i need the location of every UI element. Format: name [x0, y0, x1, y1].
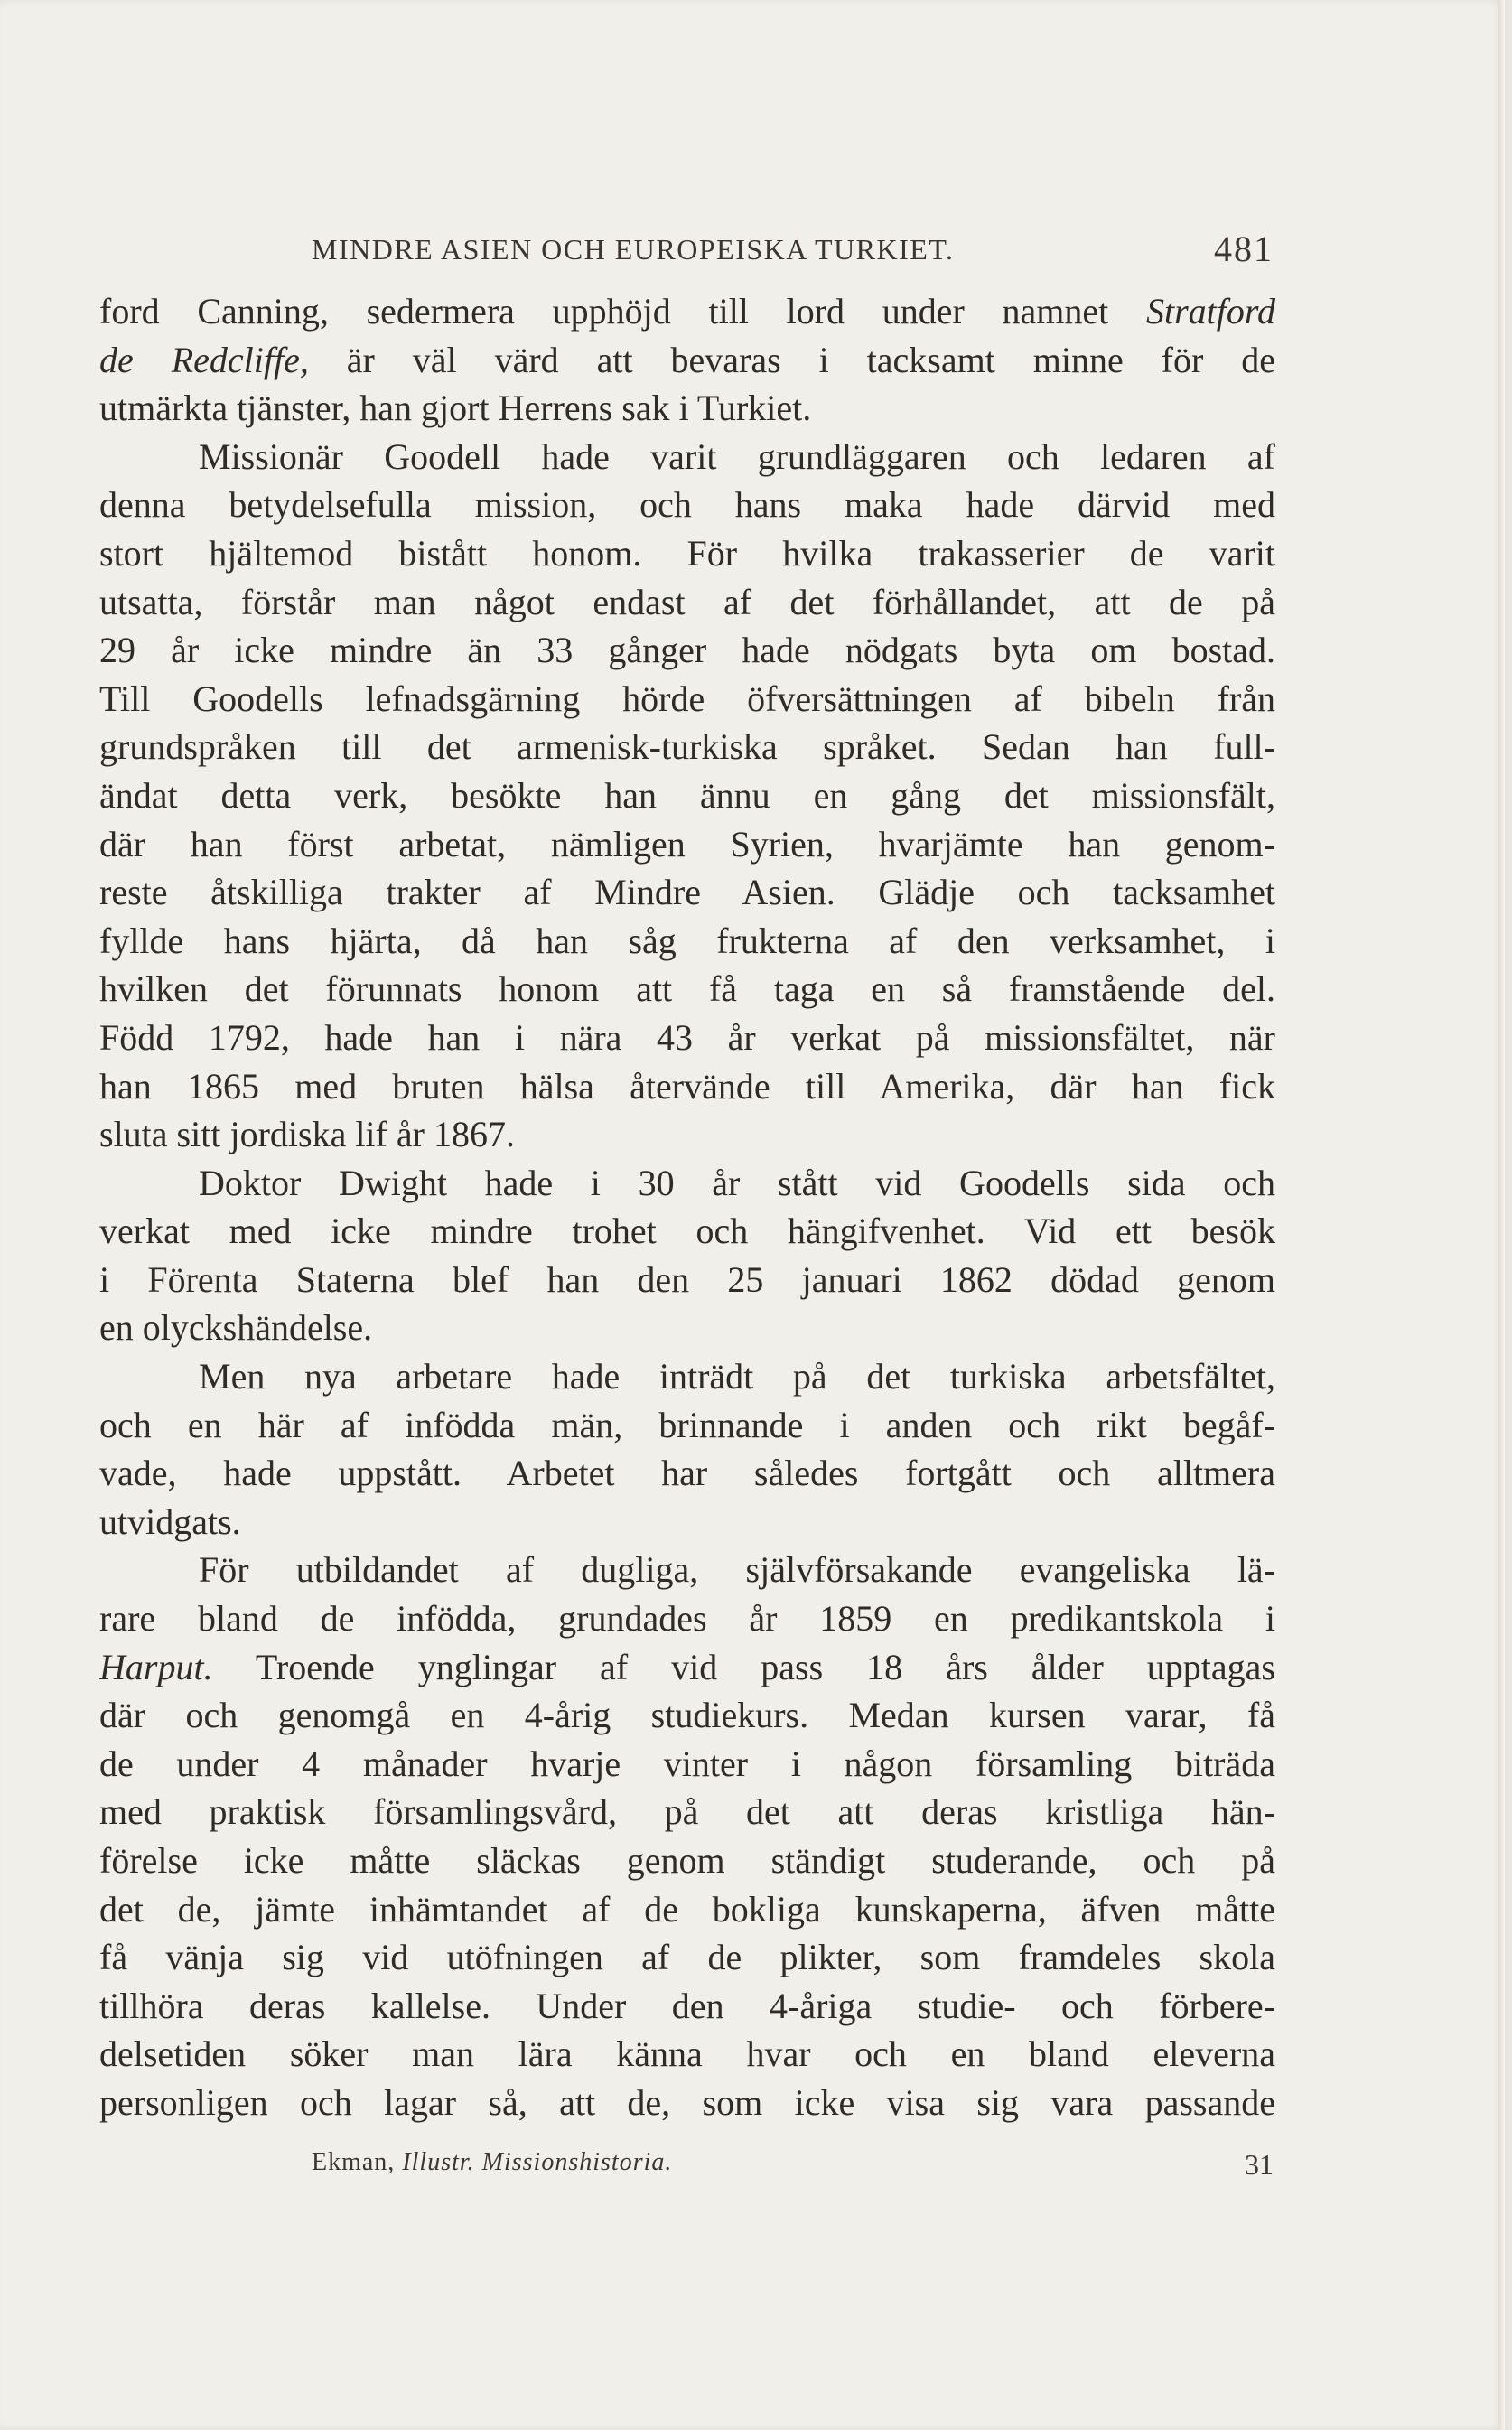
- body-text: [99, 287, 1275, 2127]
- citation-title: Illustr. Missionshistoria.: [402, 2148, 673, 2176]
- text-line: Missionär Goodell hade varit grundläggaren och ledaren af: [199, 435, 1275, 477]
- text-line: ford Canning, sedermera upphöjd till lord under namnet Stratford: [99, 291, 1275, 332]
- running-header: [312, 228, 1274, 273]
- text-line: 29 år icke mindre än 33 gånger hade nödgats byta om bostad.: [99, 630, 1275, 671]
- text-line: Till Goodells lefnadsgärning hörde öfversättningen af bibeln från: [99, 678, 1275, 719]
- footer-citation: [312, 2148, 672, 2177]
- text-line: han 1865 med bruten hälsa återvände till Amerika, där han fick: [99, 1065, 1275, 1107]
- page-number: 481: [1214, 229, 1274, 269]
- text-line: förelse icke måtte släckas genom ständigt studerande, och på: [99, 1840, 1275, 1881]
- text-line: en olyckshändelse.: [99, 1307, 373, 1349]
- text-line: i Förenta Staterna blef han den 25 januari 1862 dödad genom: [99, 1258, 1275, 1300]
- text-line: denna betydelsefulla mission, och hans maka hade därvid med: [99, 484, 1275, 526]
- text-line: delsetiden söker man lära känna hvar och en bland eleverna: [99, 2033, 1275, 2075]
- text-line: personligen och lagar så, att de, som icke visa sig vara passande: [99, 2081, 1275, 2123]
- text-line: stort hjältemod bistått honom. För hvilka trakasserier de varit: [99, 532, 1275, 574]
- text-line: de Redcliffe, är väl värd att bevaras i tacksamt minne för de: [99, 339, 1275, 380]
- text-line: det de, jämte inhämtandet af de bokliga kunskaperna, äfven måtte: [99, 1888, 1275, 1930]
- text-line: grundspråken till det armenisk-turkiska språket. Sedan han full-: [99, 726, 1275, 768]
- text-line: få vänja sig vid utöfningen af de plikter, som framdeles skola: [99, 1937, 1275, 1978]
- text-line: med praktisk församlingsvård, på det att deras kristliga hän-: [99, 1791, 1275, 1833]
- text-line: de under 4 månader hvarje vinter i någon församling biträda: [99, 1743, 1275, 1784]
- citation-author: Ekman,: [312, 2148, 396, 2176]
- text-line: fyllde hans hjärta, då han såg frukterna af den verksamhet, i: [99, 920, 1275, 961]
- text-line: vade, hade uppstått. Arbetet har således fortgått och alltmera: [99, 1453, 1275, 1494]
- running-title: MINDRE ASIEN OCH EUROPEISKA TURKIET.: [312, 233, 955, 266]
- text-line: och en här af infödda män, brinnande i anden och rikt begåf-: [99, 1404, 1275, 1445]
- text-line: utmärkta tjänster, han gjort Herrens sak i Turkiet.: [99, 388, 812, 429]
- text-line: sluta sitt jordiska lif år 1867.: [99, 1114, 515, 1155]
- text-line: hvilken det förunnats honom att få taga en så framstående del.: [99, 968, 1275, 1010]
- text-line: rare bland de infödda, grundades år 1859 en predikantskola i: [99, 1598, 1275, 1640]
- text-line: Född 1792, hade han i nära 43 år verkat på missionsfältet, när: [99, 1016, 1275, 1058]
- signature-mark: 31: [1245, 2148, 1274, 2181]
- text-line: ändat detta verk, besökte han ännu en gång det missionsfält,: [99, 774, 1275, 816]
- page-edge: [1498, 0, 1505, 2430]
- text-line: Doktor Dwight hade i 30 år stått vid Goodells sida och: [199, 1162, 1275, 1203]
- text-line: För utbildandet af dugliga, självförsakande evangeliska lä-: [199, 1549, 1275, 1591]
- text-line: tillhöra deras kallelse. Under den 4-åriga studie- och förbere-: [99, 1985, 1275, 2026]
- text-line: reste åtskilliga trakter af Mindre Asien. Glädje och tacksamhet: [99, 872, 1275, 913]
- text-line: Men nya arbetare hade inträdt på det turkiska arbetsfältet,: [199, 1356, 1275, 1397]
- text-line: Harput. Troende ynglingar af vid pass 18 års ålder upptagas: [99, 1646, 1275, 1687]
- page-footer: [312, 2148, 1274, 2184]
- text-line: där han först arbetat, nämligen Syrien, hvarjämte han genom-: [99, 823, 1275, 865]
- text-line: där och genomgå en 4-årig studiekurs. Medan kursen varar, få: [99, 1695, 1275, 1736]
- text-line: utsatta, förstår man något endast af det förhållandet, att de på: [99, 581, 1275, 622]
- text-line: utvidgats.: [99, 1500, 241, 1542]
- text-line: verkat med icke mindre trohet och hängifvenhet. Vid ett besök: [99, 1210, 1275, 1252]
